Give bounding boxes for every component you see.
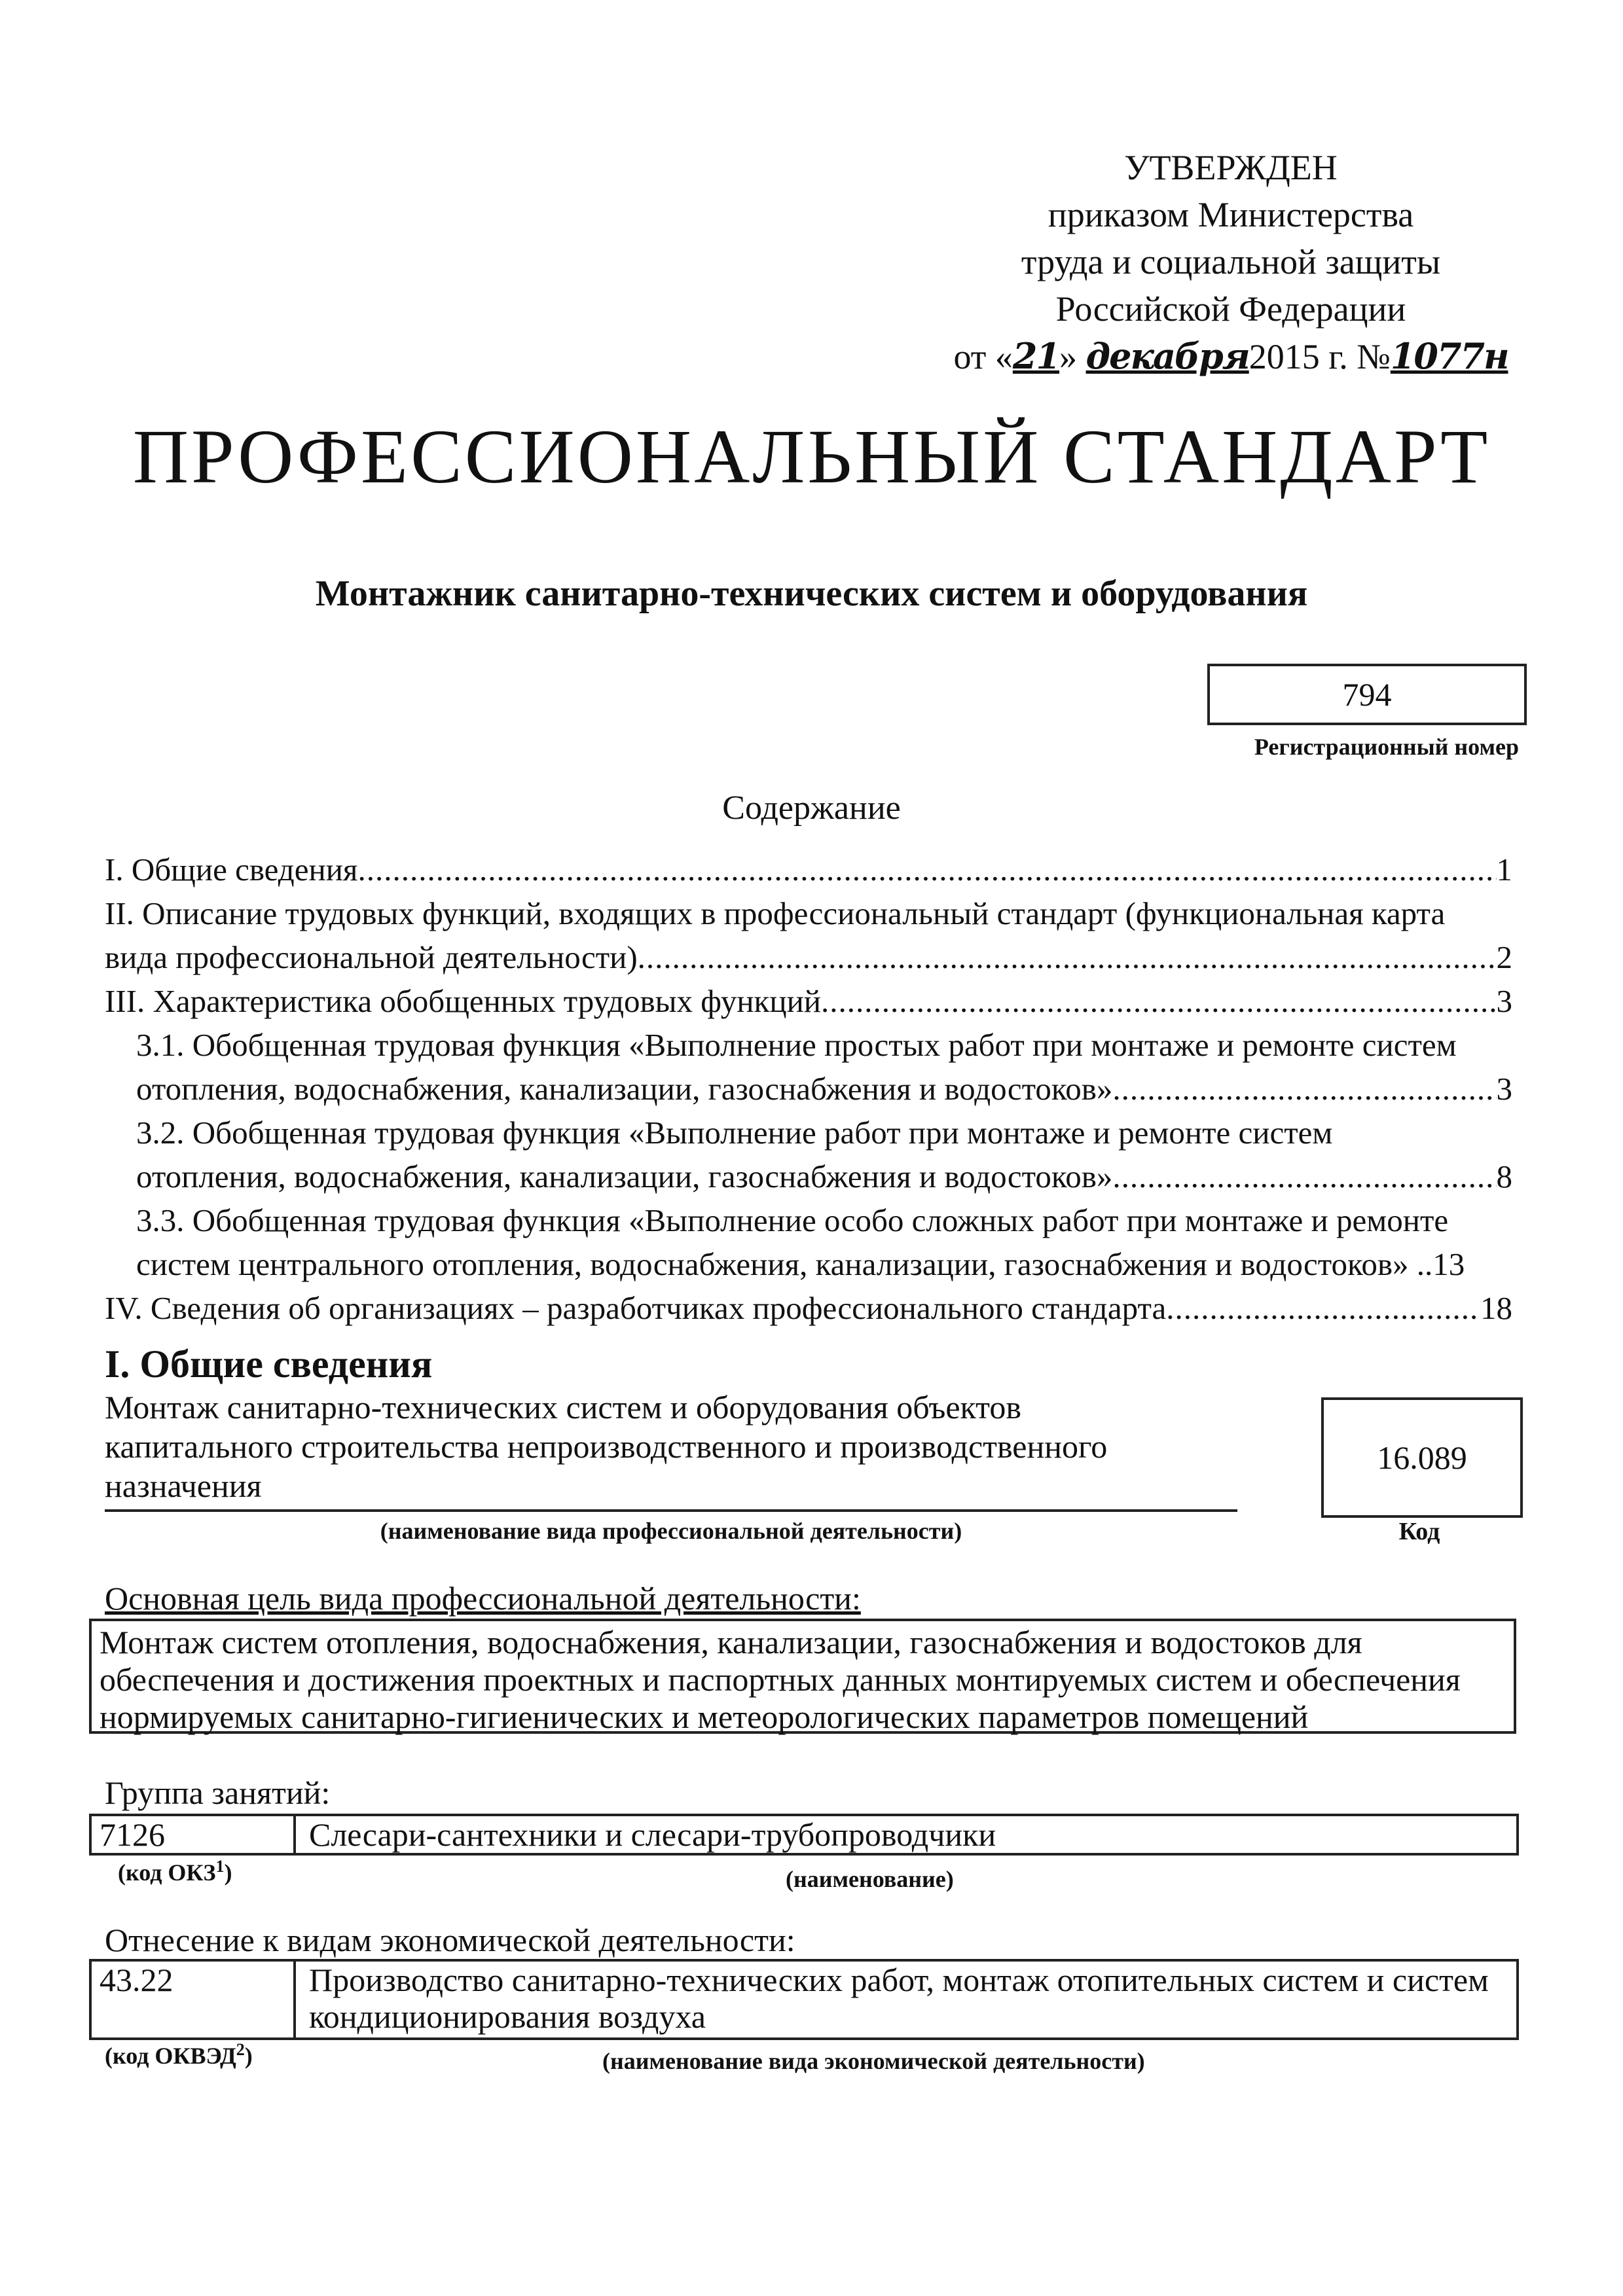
toc-item-text: I. Общие сведения — [105, 852, 358, 888]
document-title: ПРОФЕССИОНАЛЬНЫЙ СТАНДАРТ — [132, 414, 1491, 499]
toc-item-page: 3 — [1496, 983, 1512, 1019]
approval-date-line — [936, 332, 1525, 380]
approval-line-3: Российской Федерации — [1055, 289, 1406, 329]
activity-kind-line: назначения — [105, 1467, 262, 1504]
activity-code-caption: Код — [1398, 1518, 1440, 1545]
toc-leader — [1112, 1155, 1496, 1198]
goal-box — [89, 1619, 1516, 1734]
goal-line: нормируемых санитарно-гигиенических и метеорологических параметров помещений — [100, 1698, 1309, 1735]
okved-code-caption: (код ОКВЭД$^2$) — [105, 2040, 253, 2069]
economic-activity-name-line: кондиционирования воздуха — [309, 1998, 706, 2035]
registration-number-label: Регистрационный номер — [1254, 734, 1519, 760]
toc-item-text: отопления, водоснабжения, канализации, газоснабжения и водостоков» — [136, 1158, 1113, 1194]
activity-kind-name — [105, 1388, 1237, 1505]
toc-leader — [821, 979, 1496, 1023]
toc-item[interactable] — [105, 979, 1512, 1023]
toc-leader — [357, 848, 1496, 891]
toc-item[interactable] — [105, 935, 1512, 979]
toc-leader — [638, 935, 1497, 979]
occupation-group-name: Слесари-сантехники и слесари-трубопроводчики — [309, 1816, 996, 1853]
toc-item-text: III. Характеристика обобщенных трудовых функций — [105, 983, 822, 1019]
toc-item[interactable] — [105, 848, 1512, 891]
toc-item-page: 8 — [1496, 1158, 1512, 1194]
toc-item[interactable] — [105, 1242, 1512, 1286]
approval-block — [936, 144, 1525, 380]
economic-activity-caption: (наименование вида экономической деятельности) — [602, 2048, 1145, 2074]
approval-line-1: приказом Министерства — [1048, 195, 1414, 234]
goal-line: Монтаж систем отопления, водоснабжения, канализации, газоснабжения и водостоков для — [100, 1624, 1362, 1660]
goal-label: Основная цель вида профессиональной деятельности: — [105, 1580, 861, 1617]
toc-item-page: 1 — [1496, 852, 1512, 888]
footnote-marker: 1 — [215, 1857, 225, 1876]
date-quote-close: » — [1059, 337, 1078, 376]
toc-item-page: 3 — [1496, 1071, 1512, 1107]
toc-item-text-line1: 3.1. Обобщенная трудовая функция «Выполнение простых работ при монтаже и ремонте систем — [136, 1027, 1457, 1063]
toc-item-text-line1: 3.3. Обобщенная трудовая функция «Выполнение особо сложных работ при монтаже и ремонте — [136, 1202, 1449, 1238]
economic-activity-table — [89, 1959, 1519, 2040]
activity-kind-line: Монтаж санитарно-технических систем и оборудования объектов — [105, 1389, 1021, 1426]
okved-code: 43.22 — [92, 1962, 296, 2037]
toc-leader — [1112, 1067, 1496, 1111]
approval-heading: УТВЕРЖДЕН — [1124, 148, 1338, 187]
document-subtitle: Монтажник санитарно-технических систем и оборудования — [315, 573, 1308, 614]
handwritten-day: 21 — [1012, 335, 1060, 377]
footnote-marker: 2 — [236, 2040, 245, 2059]
approval-line-2: труда и социальной защиты — [1021, 242, 1441, 281]
toc-item-text: вида профессиональной деятельности) — [105, 939, 638, 975]
toc-item[interactable] — [105, 1286, 1512, 1330]
toc-item-text-line1: 3.2. Обобщенная трудовая функция «Выполнение работ при монтаже и ремонте систем — [136, 1115, 1333, 1151]
date-year: 2015 г. № — [1249, 337, 1391, 376]
toc-item-text: IV. Сведения об организациях – разработчиках профессионального стандарта — [105, 1290, 1167, 1326]
activity-kind-line: капитального строительства непроизводственного и производственного — [105, 1428, 1108, 1465]
contents-title: Содержание — [722, 789, 901, 827]
activity-kind-caption: (наименование вида профессиональной деятельности) — [380, 1518, 962, 1544]
occupation-group-code: 7126 — [92, 1816, 296, 1853]
toc-leader — [1166, 1286, 1480, 1330]
occupation-group-table — [89, 1814, 1519, 1856]
goal-line: обеспечения и достижения проектных и паспортных данных монтируемых систем и обеспечения — [100, 1661, 1461, 1698]
occupation-group-label: Группа занятий: — [105, 1774, 331, 1811]
toc-item-text: отопления, водоснабжения, канализации, газоснабжения и водостоков» — [136, 1071, 1113, 1107]
toc-item-page: 18 — [1480, 1290, 1512, 1326]
toc-item-page: 2 — [1496, 939, 1512, 975]
toc-item-text: систем центрального отопления, водоснабжения, канализации, газоснабжения и водостоков» .. — [136, 1246, 1433, 1282]
toc-item[interactable] — [105, 1067, 1512, 1111]
handwritten-month: декабря — [1085, 335, 1249, 377]
toc-item-text-line1: II. Описание трудовых функций, входящих в профессиональный стандарт (функциональная карта — [105, 895, 1446, 931]
economic-activity-label: Отнесение к видам экономической деятельности: — [105, 1922, 795, 1958]
registration-number-box: 794 — [1207, 664, 1527, 725]
okz-code-caption: (код ОКЗ$^1$) — [118, 1857, 232, 1886]
activity-kind-underline — [105, 1509, 1237, 1512]
activity-code-box: 16.089 — [1321, 1397, 1523, 1518]
section-title: I. Общие сведения — [105, 1342, 433, 1386]
occupation-name-caption: (наименование) — [786, 1866, 954, 1892]
toc-item-page: 13 — [1432, 1246, 1465, 1282]
table-of-contents — [105, 848, 1512, 1330]
date-prefix: от « — [953, 337, 1013, 376]
handwritten-order-number: 1077н — [1390, 335, 1508, 377]
economic-activity-name — [296, 1962, 1516, 2037]
toc-item[interactable] — [105, 1155, 1512, 1198]
economic-activity-name-line: Производство санитарно-технических работ, монтаж отопительных систем и систем — [309, 1962, 1489, 1998]
